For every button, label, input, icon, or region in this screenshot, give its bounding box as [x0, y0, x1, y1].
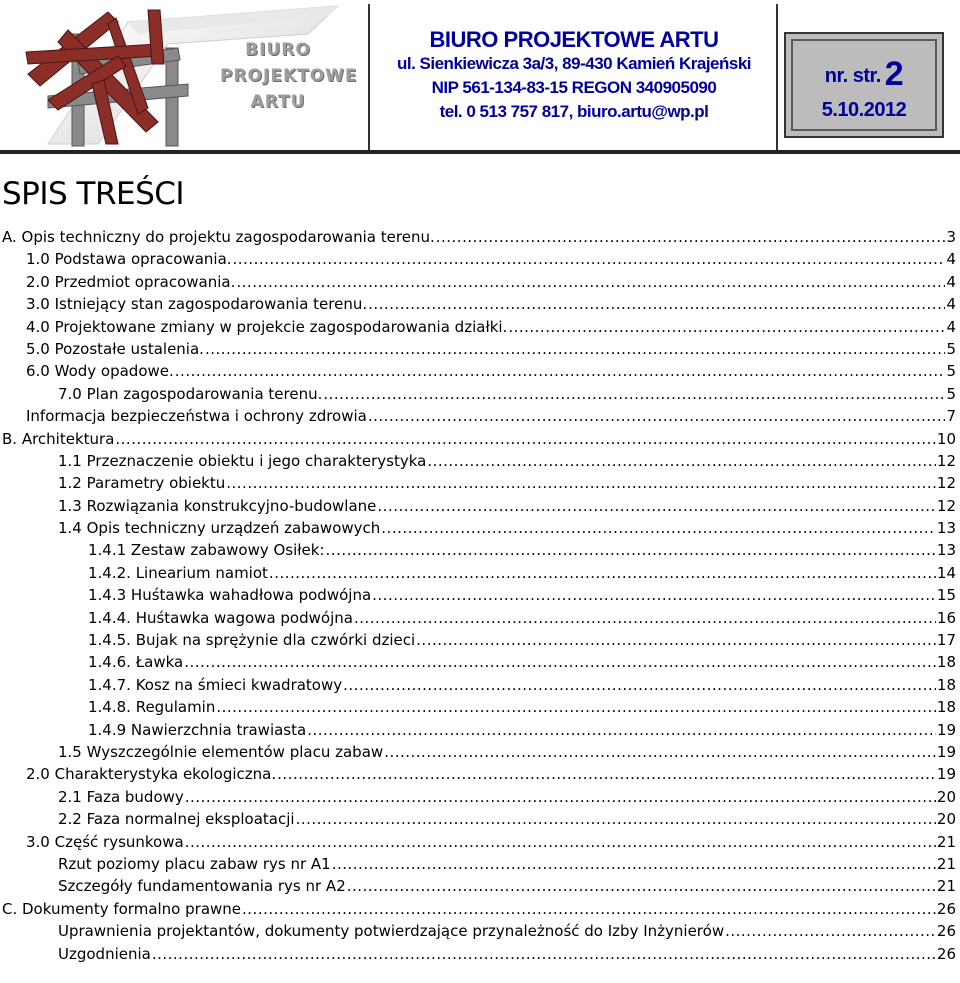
page-number: 2: [884, 55, 904, 93]
toc-dot-leader: [205, 338, 946, 360]
toc-entry-title: 1.0 Podstawa opracowania.: [26, 250, 232, 269]
toc-dot-leader: [175, 360, 946, 382]
toc-entry[interactable]: [0, 316, 960, 338]
toc-entry[interactable]: [0, 943, 960, 965]
logo-line-2: PROJEKTOWE: [220, 66, 358, 86]
toc-entry[interactable]: [0, 831, 960, 853]
toc-dot-leader: [277, 763, 936, 785]
toc-entry-page: 14: [936, 563, 956, 582]
toc-entry-page: 18: [936, 675, 956, 694]
toc-dot-leader: [323, 383, 945, 405]
toc-entry[interactable]: [0, 898, 960, 920]
toc-entry-page: 20: [936, 810, 956, 829]
toc-entry[interactable]: [0, 428, 960, 450]
toc-entry[interactable]: [0, 763, 960, 785]
toc-entry-title: B. Architektura: [2, 429, 115, 448]
toc-entry-page: 21: [936, 854, 956, 873]
toc-dot-leader: [184, 651, 936, 673]
toc-entry-title: 3.0 Istniejący stan zagospodarowania terenu.: [26, 295, 368, 314]
toc-entry-page: 4: [946, 250, 956, 269]
toc-entry-page: 15: [936, 586, 956, 605]
logo-line-3: ARTU: [250, 92, 306, 112]
toc-entry-page: 4: [946, 272, 956, 291]
toc-entry-page: 19: [936, 720, 956, 739]
toc-entry[interactable]: [0, 271, 960, 293]
header-rule: [0, 150, 960, 154]
toc-entry[interactable]: [0, 920, 960, 942]
toc-dot-leader: [508, 316, 945, 338]
toc-dot-leader: [269, 562, 936, 584]
toc-entry[interactable]: [0, 853, 960, 875]
header-divider-right: [776, 4, 778, 150]
toc-entry-title: Rzut poziomy placu zabaw rys nr A1: [58, 854, 331, 873]
toc-entry-page: 12: [936, 474, 956, 493]
toc-entry-title: 5.0 Pozostałe ustalenia.: [26, 339, 204, 358]
toc-dot-leader: [416, 629, 936, 651]
toc-entry-title: 1.4.1 Zestaw zabawowy Osiłek:: [88, 541, 325, 560]
toc-entry-title: 1.4.5. Bujak na sprężynie dla czwórki dzieci: [88, 631, 416, 650]
page-label: nr. str.: [824, 65, 881, 87]
toc-entry-title: Uzgodnienia: [58, 944, 151, 963]
company-logo: [8, 4, 364, 148]
company-info: [372, 28, 776, 124]
company-contact: tel. 0 513 757 817, biuro.artu@wp.pl: [439, 102, 709, 121]
toc-entry[interactable]: [0, 629, 960, 651]
toc-dot-leader: [216, 696, 936, 718]
company-name: BIURO PROJEKTOWE ARTU: [429, 27, 719, 52]
toc-dot-leader: [332, 853, 936, 875]
toc-entry-page: 4: [946, 295, 956, 314]
toc-entry[interactable]: [0, 651, 960, 673]
toc-entry-page: 10: [936, 429, 956, 448]
toc-entry-page: 18: [936, 698, 956, 717]
toc-entry-title: 1.4 Opis techniczny urządzeń zabawowych: [58, 519, 381, 538]
toc-dot-leader: [368, 405, 946, 427]
logo-line-1: BIURO: [245, 40, 311, 60]
toc-dot-leader: [242, 898, 936, 920]
toc-entry-title: 1.1 Przeznaczenie obiektu i jego charakterystyka: [58, 451, 427, 470]
toc-entry[interactable]: [0, 405, 960, 427]
toc-entry[interactable]: [0, 741, 960, 763]
toc-entry-title: 1.4.7. Kosz na śmieci kwadratowy: [88, 675, 343, 694]
toc-dot-leader: [233, 248, 946, 270]
toc-entry[interactable]: [0, 360, 960, 382]
toc-dot-leader: [343, 674, 936, 696]
toc-entry[interactable]: [0, 719, 960, 741]
toc-entry-title: 4.0 Projektowane zmiany w projekcie zagospodarowania działki.: [26, 317, 508, 336]
toc-entry-title: 3.0 Część rysunkowa: [26, 832, 184, 851]
toc-dot-leader: [436, 226, 946, 248]
document-date: 5.10.2012: [821, 99, 907, 121]
toc-entry-title: Informacja bezpieczeństwa i ochrony zdrowia: [26, 407, 367, 426]
toc-dot-leader: [115, 428, 936, 450]
toc-dot-leader: [368, 293, 945, 315]
toc-entry-page: 13: [936, 541, 956, 560]
toc-entry-title: 1.2 Parametry obiektu: [58, 474, 226, 493]
toc-dot-leader: [326, 539, 936, 561]
toc-dot-leader: [152, 943, 936, 965]
toc-entry-page: 4: [946, 317, 956, 336]
toc-dot-leader: [372, 584, 936, 606]
company-registration: NIP 561-134-83-15 REGON 340905090: [431, 78, 717, 97]
header-divider-left: [368, 4, 370, 150]
toc-entry-page: 7: [946, 407, 956, 426]
toc-entry[interactable]: [0, 539, 960, 561]
document-header: [0, 0, 960, 158]
toc-entry-title: Szczegóły fundamentowania rys nr A2: [58, 877, 346, 896]
toc-entry[interactable]: [0, 607, 960, 629]
toc-entry-title: 1.4.2. Linearium namiot: [88, 563, 268, 582]
toc-entry[interactable]: [0, 517, 960, 539]
toc-entry-page: 26: [936, 899, 956, 918]
toc-entry-title: 1.4.8. Regulamin: [88, 698, 216, 717]
toc-entry-page: 5: [946, 384, 956, 403]
toc-entry-page: 12: [936, 496, 956, 515]
toc-entry-page: 3: [946, 228, 956, 246]
toc-entry-title: 1.3 Rozwiązania konstrukcyjno-budowlane: [58, 496, 377, 515]
toc-entry-title: 2.0 Charakterystyka ekologiczna.: [26, 765, 277, 784]
toc-dot-leader: [296, 808, 936, 830]
toc-entry-title: 2.2 Faza normalnej eksploatacji: [58, 810, 295, 829]
toc-entry[interactable]: [0, 248, 960, 270]
toc-dot-leader: [354, 607, 936, 629]
toc-dot-leader: [307, 719, 936, 741]
toc-dot-leader: [377, 495, 936, 517]
company-address: ul. Sienkiewicza 3a/3, 89-430 Kamień Krajeński: [396, 54, 752, 73]
toc-entry[interactable]: [0, 495, 960, 517]
toc-dot-leader: [427, 450, 936, 472]
toc-entry-page: 19: [936, 765, 956, 784]
toc-entry-page: 12: [936, 451, 956, 470]
toc-dot-leader: [725, 920, 936, 942]
toc-entry-page: 20: [936, 787, 956, 806]
toc-entry-page: 5: [946, 339, 956, 358]
toc-entry[interactable]: [0, 875, 960, 897]
toc-entry-page: 19: [936, 742, 956, 761]
toc-entry[interactable]: [0, 786, 960, 808]
toc-entry-page: 26: [936, 922, 956, 941]
toc-entry[interactable]: [0, 383, 960, 405]
toc-dot-leader: [185, 831, 936, 853]
toc-entry-title: C. Dokumenty formalno prawne: [2, 899, 242, 918]
toc-entry-page: 17: [936, 631, 956, 650]
toc-entry[interactable]: [0, 584, 960, 606]
page-number-box: [784, 32, 944, 138]
toc-entry-title: 1.4.6. Ławka: [88, 653, 184, 672]
toc-entry-page: 21: [936, 832, 956, 851]
toc-entry-title: Uprawnienia projektantów, dokumenty potwierdzające przynależność do Izby Inżynierów: [58, 922, 725, 941]
toc-entry[interactable]: [0, 808, 960, 830]
toc-entry[interactable]: [0, 562, 960, 584]
toc-entry-title: 2.1 Faza budowy: [58, 787, 184, 806]
toc-entry-title: 1.5 Wyszczególnie elementów placu zabaw: [58, 742, 384, 761]
toc-entry-title: 2.0 Przedmiot opracowania.: [26, 272, 236, 291]
toc-entry-title: 1.4.4. Huśtawka wagowa podwójna: [88, 608, 353, 627]
toc-dot-leader: [226, 472, 936, 494]
toc-entry[interactable]: [0, 226, 960, 248]
toc-entry-title: 7.0 Plan zagospodarowania terenu.: [58, 384, 323, 403]
toc-entry-page: 18: [936, 653, 956, 672]
toc-dot-leader: [381, 517, 936, 539]
toc-entry-page: 16: [936, 608, 956, 627]
toc-dot-leader: [236, 271, 945, 293]
toc-entry-page: 26: [936, 944, 956, 963]
toc-dot-leader: [384, 741, 936, 763]
toc-entry-page: 13: [936, 519, 956, 538]
toc-entry[interactable]: [0, 472, 960, 494]
toc-entry-title: 1.4.3 Huśtawka wahadłowa podwójna: [88, 586, 372, 605]
toc-title: SPIS TREŚCI: [2, 176, 185, 212]
toc-entry[interactable]: [0, 674, 960, 696]
toc-entry-page: 5: [946, 362, 956, 381]
toc-entry-title: 1.4.9 Nawierzchnia trawiasta: [88, 720, 307, 739]
table-of-contents: [0, 226, 960, 965]
toc-entry[interactable]: [0, 696, 960, 718]
toc-entry[interactable]: [0, 338, 960, 360]
toc-entry-title: 6.0 Wody opadowe.: [26, 362, 174, 381]
toc-dot-leader: [185, 786, 936, 808]
toc-dot-leader: [347, 875, 936, 897]
toc-entry-title: A. Opis techniczny do projektu zagospodarowania terenu.: [2, 228, 435, 246]
toc-entry-page: 21: [936, 877, 956, 896]
toc-entry[interactable]: [0, 450, 960, 472]
toc-entry[interactable]: [0, 293, 960, 315]
